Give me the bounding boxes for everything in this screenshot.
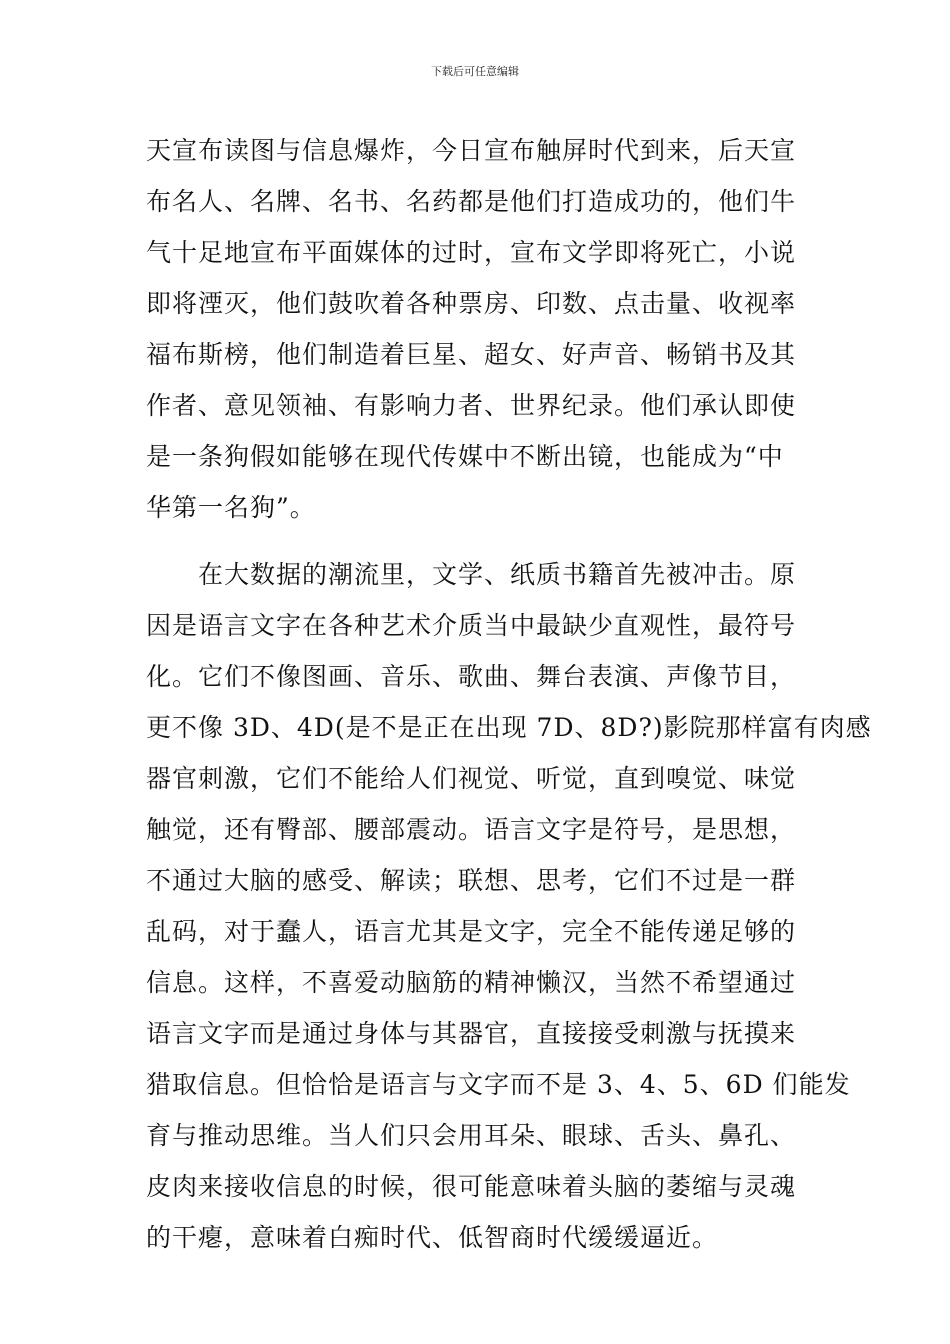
text-line: 乱码，对于蠢人，语言尤其是文字，完全不能传递足够的 (146, 917, 797, 946)
paragraph-1 (146, 125, 811, 533)
text-line: 不通过大脑的感受、解读；联想、思考，它们不过是一群 (146, 866, 797, 895)
paragraph-2 (146, 549, 872, 1263)
paragraph-gap (146, 533, 811, 549)
text-line: 更不像 3D、4D(是不是正在出现 7D、8D?)影院那样富有肉感 (146, 713, 872, 742)
text-line: 即将湮灭，他们鼓吹着各种票房、印数、点击量、收视率 (146, 289, 797, 318)
text-line: 天宣布读图与信息爆炸，今日宣布触屏时代到来，后天宣 (146, 136, 797, 165)
text-line: 皮肉来接收信息的时候，很可能意味着头脑的萎缩与灵魂 (146, 1172, 797, 1201)
text-line: 因是语言文字在各种艺术介质当中最缺少直观性，最符号 (146, 611, 797, 640)
text-line: 福布斯榜，他们制造着巨星、超女、好声音、畅销书及其 (146, 340, 797, 369)
text-line: 布名人、名牌、名书、名药都是他们打造成功的，他们牛 (146, 187, 797, 216)
text-line: 育与推动思维。当人们只会用耳朵、眼球、舌头、鼻孔、 (146, 1121, 797, 1150)
text-line: 器官刺激，它们不能给人们视觉、听觉，直到嗅觉、味觉 (146, 764, 797, 793)
text-line: 语言文字而是通过身体与其器官，直接接受刺激与抚摸来 (146, 1019, 797, 1048)
text-line: 华第一名狗”。 (146, 493, 316, 522)
page-header: 下载后可任意编辑 (431, 65, 519, 78)
text-line: 的干瘪，意味着白痴时代、低智商时代缓缓逼近。 (146, 1223, 719, 1252)
text-line: 气十足地宣布平面媒体的过时，宣布文学即将死亡，小说 (146, 238, 797, 267)
text-line: 是一条狗假如能够在现代传媒中不断出镜，也能成为“中 (146, 442, 784, 471)
text-line: 化。它们不像图画、音乐、歌曲、舞台表演、声像节目， (146, 662, 797, 691)
document-body (146, 125, 872, 1263)
text-line: 在大数据的潮流里，文学、纸质书籍首先被冲击。原 (146, 560, 797, 589)
text-line: 触觉，还有臀部、腰部震动。语言文字是符号，是思想， (146, 815, 797, 844)
text-line: 作者、意见领袖、有影响力者、世界纪录。他们承认即使 (146, 391, 797, 420)
text-line: 信息。这样，不喜爱动脑筋的精神懒汉，当然不希望通过 (146, 968, 797, 997)
text-line: 猎取信息。但恰恰是语言与文字而不是 3、4、5、6D 们能发 (146, 1070, 851, 1099)
